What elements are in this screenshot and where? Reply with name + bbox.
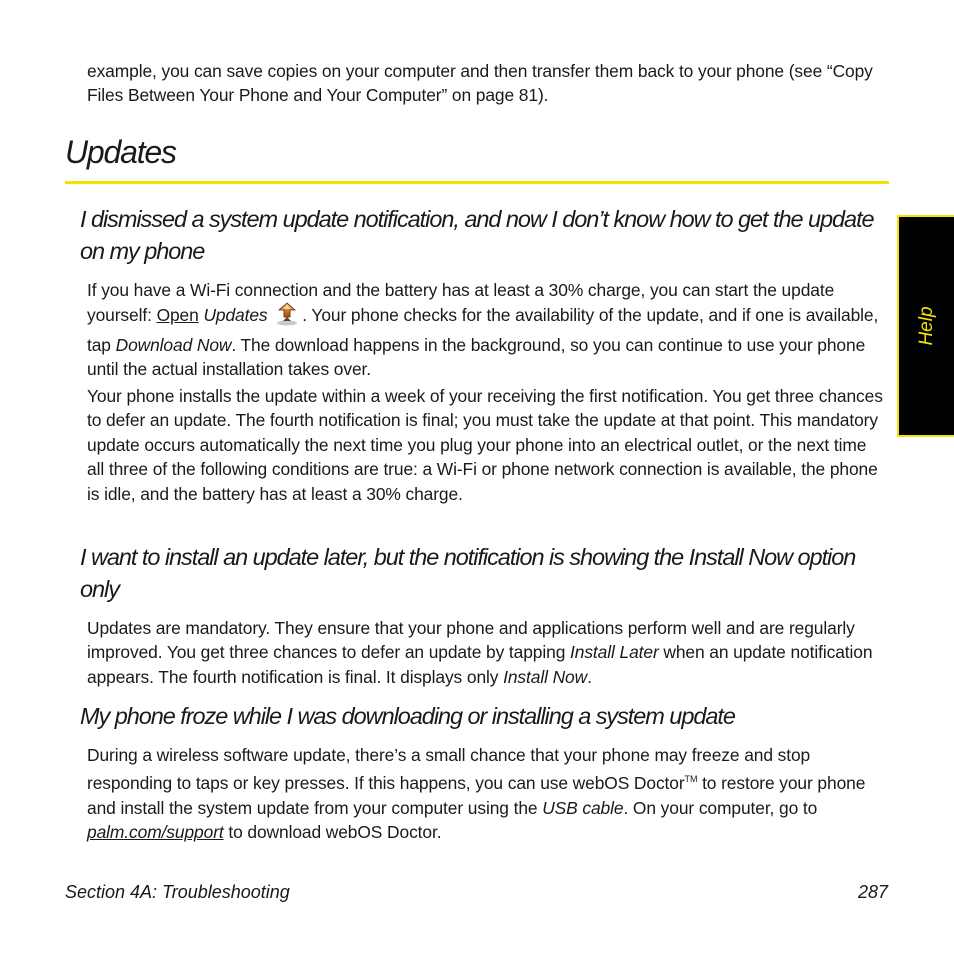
text-run: to restore your phone and install the system update from your computer using the [87, 773, 866, 818]
open-action: Open [156, 305, 199, 326]
side-tab-label: Help [915, 306, 937, 346]
updates-app-icon [274, 302, 300, 332]
text-run: During a wireless software update, there’s a small chance that your phone may freeze and stop responding to taps or key presses. If this happens, you can use webOS Doctor [87, 745, 811, 794]
text-run: . Your phone checks for the availability of the update, and if one is available, tap [87, 305, 879, 355]
section-heading-phone-froze: My phone froze while I was downloading or installing a system update [80, 703, 735, 729]
text-run: . The download happens in the background, so you can continue to use your phone until the actual installation takes over. [87, 334, 866, 380]
page-title: Updates [65, 134, 176, 170]
text-run: Updates are mandatory. They ensure that your phone and applications perform well and are regularly improved. You get three chances to defer an update by tapping [87, 618, 855, 663]
text-run: to download webOS Doctor. [223, 822, 442, 843]
updates-app-name: Updates [203, 305, 268, 326]
text-run: . [587, 666, 592, 687]
answer-paragraph-4 [87, 743, 887, 845]
title-rule [65, 181, 889, 184]
text-run: when an update notification appears. The fourth notification is final. It displays only [87, 642, 873, 687]
footer-section-label: Section 4A: Troubleshooting [65, 882, 290, 902]
usb-cable-term: USB cable [542, 797, 624, 818]
install-now-option: Install Now [503, 666, 588, 687]
text-run: . On your computer, go to [623, 797, 818, 818]
help-side-tab [897, 215, 954, 437]
intro-paragraph: example, you can save copies on your computer and then transfer them back to your phone (see “Copy Files Between Your Phone and Your Computer” on page 81). [87, 61, 873, 106]
text-run: If you have a Wi-Fi connection and the battery has at least a 30% charge, you can start the update yourself: [87, 280, 835, 326]
trademark-mark: TM [684, 774, 698, 785]
answer-paragraph-1 [87, 278, 887, 382]
palm-support-link[interactable]: palm.com/support [87, 822, 224, 843]
section-heading-dismissed-update: I dismissed a system update notification, and now I don’t know how to get the update on my phone [80, 206, 874, 264]
install-later-option: Install Later [570, 642, 659, 663]
section-heading-install-later: I want to install an update later, but the notification is showing the Install Now option only [80, 544, 856, 602]
footer-page-number: 287 [857, 882, 888, 902]
answer-paragraph-2: Your phone installs the update within a week of your receiving the first notification. You get three chances to defer an update. The fourth notification is final; you must take the update at that point. This mandatory update occurs automatically the next time you plug your phone into an electrical outlet, or the next time all three of the following conditions are true: a Wi-Fi or phone network connection is available, the phone is idle, and the battery has at least a 30% charge. [87, 386, 883, 504]
download-now-option: Download Now [115, 334, 232, 355]
answer-paragraph-3 [87, 616, 887, 689]
